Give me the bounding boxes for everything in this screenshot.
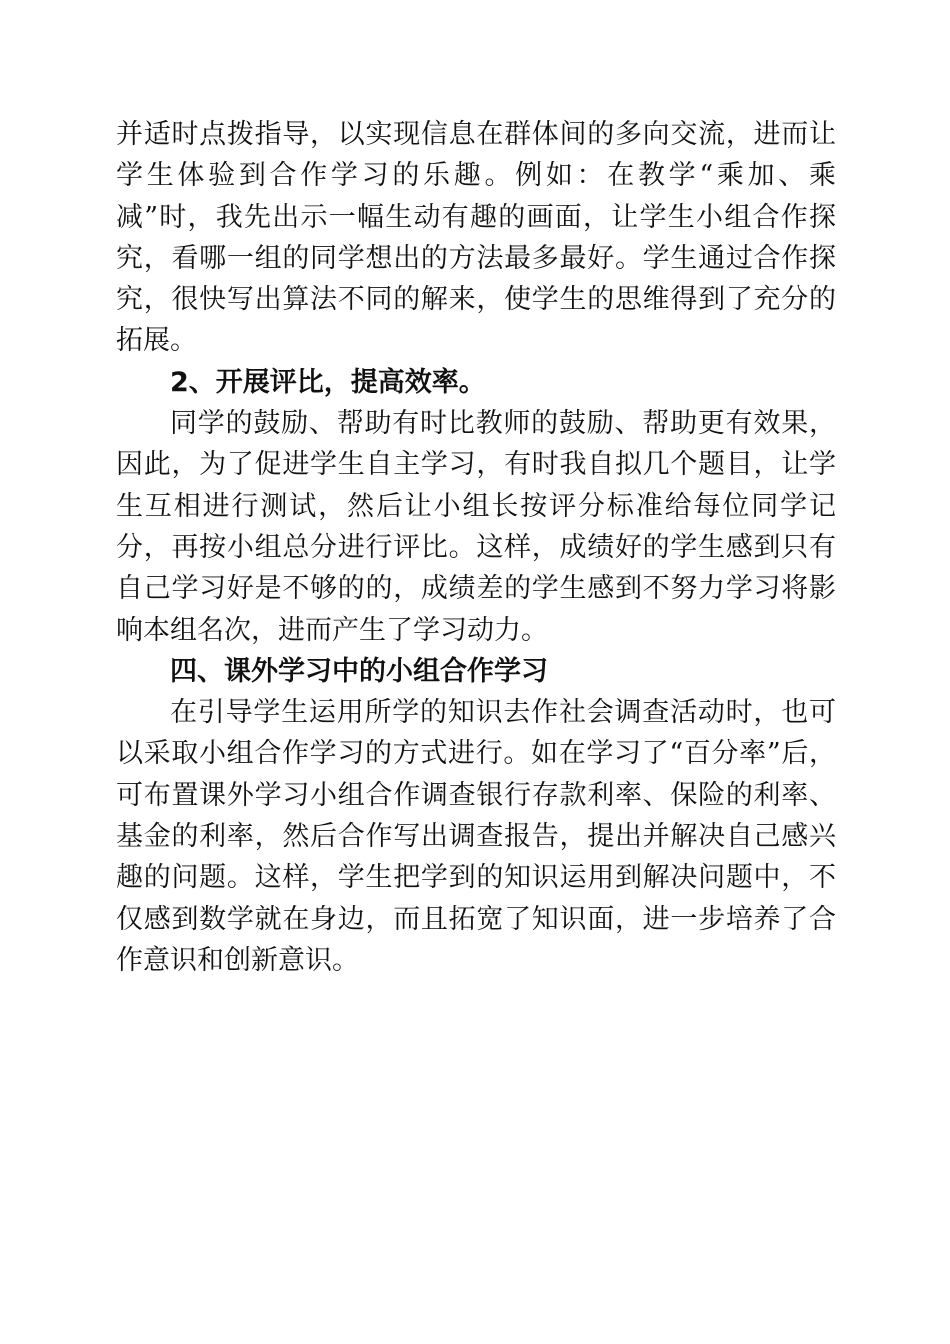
- paragraph-evaluation: 同学的鼓励、帮助有时比教师的鼓励、帮助更有效果，因此，为了促进学生自主学习，有时我自拟几个题目，让学生互相进行测试，然后让小组长按评分标准给每位同学记分，再按小组总分进行评比。这样，成绩好的学生感到只有自己学习好是不够的的，成绩差的学生感到不努力学习将影响本组名次，进而产生了学习动力。: [116, 408, 836, 646]
- document-body: [116, 114, 836, 981]
- paragraph-extracurricular: 在引导学生运用所学的知识去作社会调查活动时，也可以采取小组合作学习的方式进行。如在学习了“百分率”后，可布置课外学习小组合作调查银行存款利率、保险的利率、基金的利率，然后合作写出调查报告，提出并解决自己感兴趣的问题。这样，学生把学到的知识运用到解决问题中，不仅感到数学就在身边，而且拓宽了知识面，进一步培养了合作意识和创新意识。: [116, 697, 836, 976]
- subheading-evaluation: 2、开展评比，提高效率。: [170, 366, 486, 398]
- continuation-paragraph: 并适时点拨指导，以实现信息在群体间的多向交流，进而让学生体验到合作学习的乐趣。例如：在教学“乘加、乘减”时，我先出示一幅生动有趣的画面，让学生小组合作探究，看哪一组的同学想出的方法最多最好。学生通过合作探究，很快写出算法不同的解来，使学生的思维得到了充分的拓展。: [116, 119, 836, 357]
- section-heading-extracurricular: 四、课外学习中的小组合作学习: [170, 655, 548, 687]
